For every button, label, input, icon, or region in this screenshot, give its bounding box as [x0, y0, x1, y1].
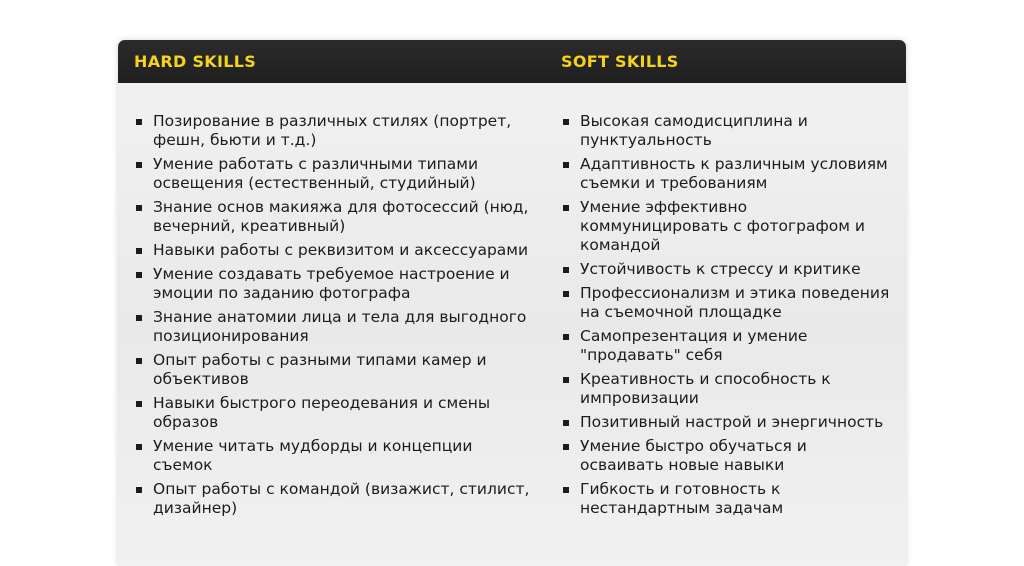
bullet-icon [136, 358, 142, 364]
bullet-icon [136, 248, 142, 254]
bullet-icon [136, 272, 142, 278]
hard-skills-heading: HARD SKILLS [134, 52, 257, 71]
list-item [563, 437, 893, 475]
list-item [136, 265, 536, 303]
bullet-icon [563, 267, 569, 273]
list-item [136, 308, 536, 346]
list-item [136, 198, 536, 236]
bullet-icon [136, 205, 142, 211]
table-header [118, 40, 906, 83]
bullet-icon [563, 205, 569, 211]
list-item-text: Профессионализм и этика поведения на съемочной площадке [580, 284, 890, 321]
bullet-icon [563, 119, 569, 125]
list-item-text: Умение читать мудборды и концепции съемок [153, 437, 473, 474]
bullet-icon [136, 487, 142, 493]
bullet-icon [563, 291, 569, 297]
list-item [563, 413, 893, 432]
list-item-text: Умение работать с различными типами освещения (естественный, студийный) [153, 155, 479, 192]
list-item [136, 155, 536, 193]
bullet-icon [563, 334, 569, 340]
list-item-text: Адаптивность к различным условиям съемки и требованиям [580, 155, 888, 192]
list-item-text: Навыки быстрого переодевания и смены образов [153, 394, 491, 431]
list-item [136, 351, 536, 389]
list-item-text: Знание основ макияжа для фотосессий (нюд, вечерний, креативный) [153, 198, 529, 235]
list-item-text: Умение эффективно коммуницировать с фотографом и командой [580, 198, 865, 254]
list-item-text: Знание анатомии лица и тела для выгодного позиционирования [153, 308, 527, 345]
list-item-text: Самопрезентация и умение "продавать" себя [580, 327, 808, 364]
list-item-text: Высокая самодисциплина и пунктуальность [580, 112, 808, 149]
bullet-icon [563, 420, 569, 426]
list-item-text: Позитивный настрой и энергичность [580, 413, 884, 431]
list-item-text: Умение быстро обучаться и осваивать новые навыки [580, 437, 807, 474]
list-item [136, 394, 536, 432]
list-item [136, 437, 536, 475]
list-item-text: Навыки работы с реквизитом и аксессуарами [153, 241, 529, 259]
bullet-icon [563, 444, 569, 450]
list-item-text: Умение создавать требуемое настроение и эмоции по заданию фотографа [153, 265, 510, 302]
list-item [563, 112, 893, 150]
list-item [563, 370, 893, 408]
soft-skills-heading: SOFT SKILLS [561, 52, 679, 71]
bullet-icon [563, 162, 569, 168]
bullet-icon [136, 119, 142, 125]
skills-table [118, 40, 906, 566]
bullet-icon [136, 444, 142, 450]
list-item-text: Опыт работы с разными типами камер и объективов [153, 351, 487, 388]
list-item [563, 260, 893, 279]
list-item-text: Гибкость и готовность к нестандартным задачам [580, 480, 784, 517]
bullet-icon [136, 401, 142, 407]
list-item [563, 480, 893, 518]
list-item [136, 480, 536, 518]
list-item-text: Устойчивость к стрессу и критике [580, 260, 861, 278]
list-item [563, 198, 893, 255]
list-item-text: Опыт работы с командой (визажист, стилист, дизайнер) [153, 480, 530, 517]
bullet-icon [136, 162, 142, 168]
bullet-icon [563, 377, 569, 383]
soft-skills-list [563, 112, 893, 523]
list-item [563, 327, 893, 365]
list-item [563, 155, 893, 193]
list-item-text: Позирование в различных стилях (портрет, фешн, бьюти и т.д.) [153, 112, 512, 149]
list-item [136, 241, 536, 260]
list-item [136, 112, 536, 150]
list-item-text: Креативность и способность к импровизации [580, 370, 831, 407]
bullet-icon [563, 487, 569, 493]
bullet-icon [136, 315, 142, 321]
list-item [563, 284, 893, 322]
hard-skills-list [136, 112, 536, 523]
